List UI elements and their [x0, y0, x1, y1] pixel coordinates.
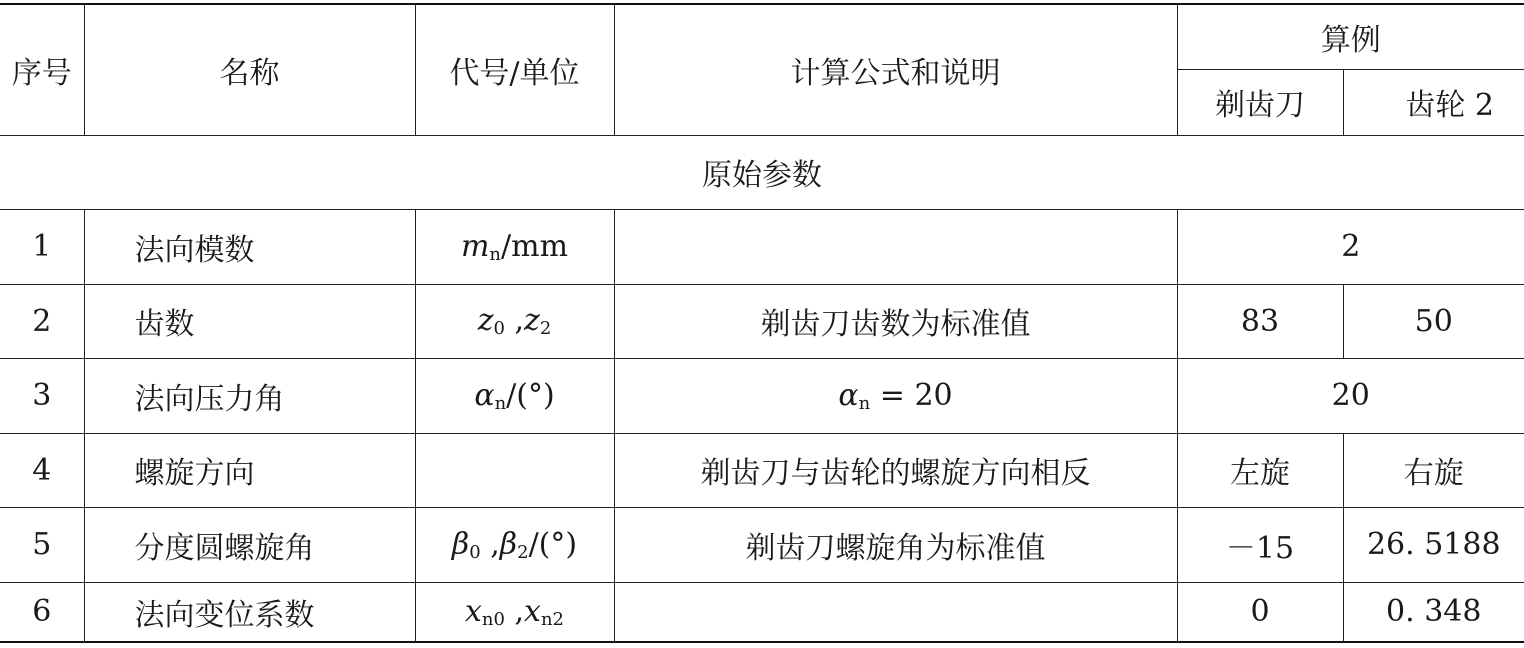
row-gear-value: 右旋: [1343, 433, 1524, 507]
row-name: 法向模数: [84, 209, 415, 284]
header-example: 算例: [1177, 4, 1524, 69]
row-formula: 剃齿刀与齿轮的螺旋方向相反: [614, 433, 1177, 507]
row-name: 齿数: [84, 284, 415, 358]
row-formula: [614, 209, 1177, 284]
header-row: [0, 4, 1524, 69]
header-code-unit: 代号/单位: [415, 4, 614, 135]
row-value: 20: [1177, 358, 1524, 433]
table-row: [0, 507, 1524, 582]
row-gear-value: 0. 348: [1343, 582, 1524, 642]
row-name: 螺旋方向: [84, 433, 415, 507]
row-formula: 剃齿刀齿数为标准值: [614, 284, 1177, 358]
row-symbol: $\alpha_n/(^\circ)$: [415, 358, 614, 433]
row-symbol: $\beta_0$ $,\beta_2/(^\circ)$: [415, 507, 614, 582]
row-name: 分度圆螺旋角: [84, 507, 415, 582]
row-number: 5: [0, 507, 84, 582]
row-shaver-value: 左旋: [1177, 433, 1343, 507]
row-number: 1: [0, 209, 84, 284]
table-row: [0, 433, 1524, 507]
table-row: [0, 284, 1524, 358]
row-symbol: $z_0$ $,z_2$: [415, 284, 614, 358]
row-formula: 剃齿刀螺旋角为标准值: [614, 507, 1177, 582]
table-row: [0, 358, 1524, 433]
row-shaver-value: 0: [1177, 582, 1343, 642]
header-gear2: 齿轮 2: [1343, 69, 1524, 135]
row-name: 法向变位系数: [84, 582, 415, 642]
row-symbol: $x_{n0}$ $,x_{n2}$: [415, 582, 614, 642]
row-symbol: $m_n/mm$: [415, 209, 614, 284]
row-gear-value: 26. 5188: [1343, 507, 1524, 582]
row-shaver-value: －15: [1177, 507, 1343, 582]
row-number: 4: [0, 433, 84, 507]
row-value: 2: [1177, 209, 1524, 284]
header-shaver: 剃齿刀: [1177, 69, 1343, 135]
header-seq: 序号: [0, 4, 84, 135]
table-row: [0, 209, 1524, 284]
section-row: [0, 135, 1524, 209]
row-shaver-value: 83: [1177, 284, 1343, 358]
row-formula: [614, 582, 1177, 642]
row-formula: $\alpha_n = 20$: [614, 358, 1177, 433]
row-name: 法向压力角: [84, 358, 415, 433]
row-symbol: [415, 433, 614, 507]
header-formula: 计算公式和说明: [614, 4, 1177, 135]
row-gear-value: 50: [1343, 284, 1524, 358]
table-row: [0, 582, 1524, 642]
section-title: 原始参数: [0, 135, 1524, 209]
row-number: 2: [0, 284, 84, 358]
row-number: 3: [0, 358, 84, 433]
header-name: 名称: [84, 4, 415, 135]
parameter-table: [0, 3, 1524, 643]
row-number: 6: [0, 582, 84, 642]
